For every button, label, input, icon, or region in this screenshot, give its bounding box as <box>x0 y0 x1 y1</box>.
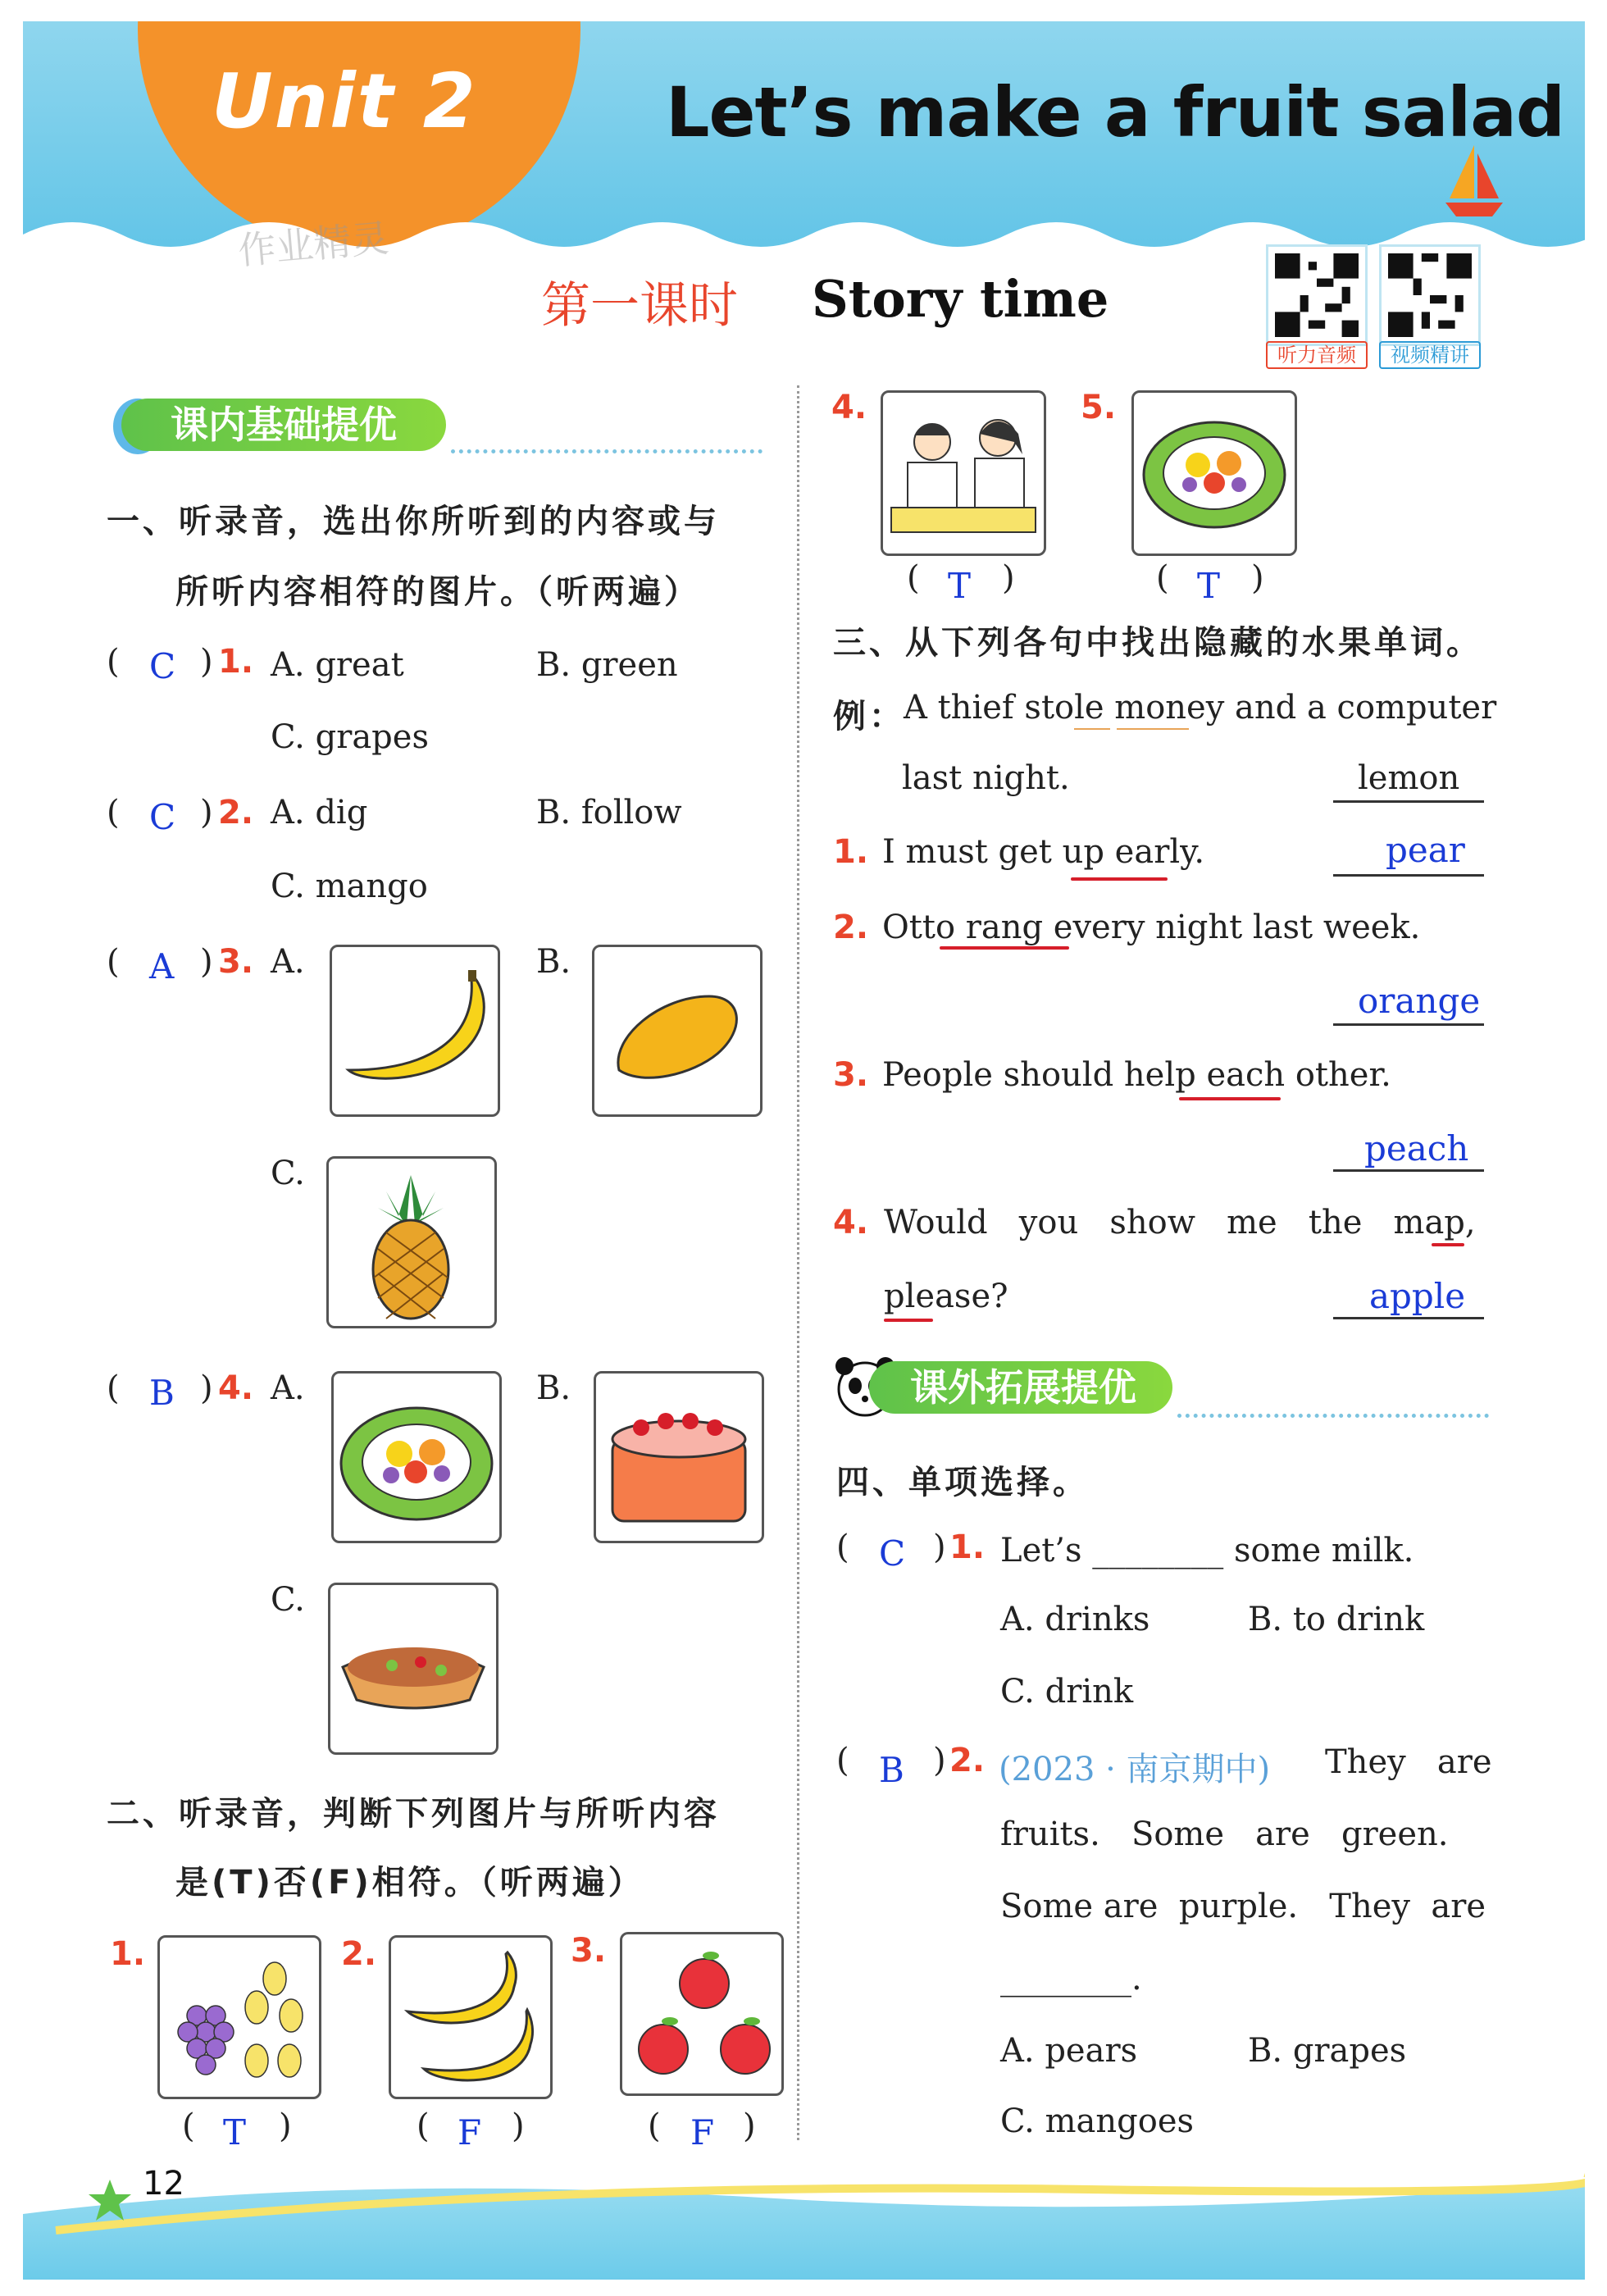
qr-label-listen: 听力音频 <box>1266 341 1368 369</box>
answer-bracket-open: ( <box>107 943 120 981</box>
item-image-apples <box>620 1932 784 2096</box>
example-sentence-line1: A thief stole money and a computer <box>904 689 1497 727</box>
answer-p3q1[interactable]: pear <box>1386 830 1465 870</box>
answer-bracket-open: ( <box>107 794 120 831</box>
question-stem-line4: ________. <box>1000 1960 1142 1998</box>
item-number: 4. <box>831 389 867 426</box>
answer-bracket-close: ) <box>933 1742 946 1779</box>
option-image-banana[interactable] <box>330 945 500 1117</box>
answer-bracket: ) <box>1251 559 1264 597</box>
answer-bracket: ( <box>907 559 920 597</box>
answer-p2-4[interactable]: T <box>948 566 972 606</box>
answer-bracket: ) <box>279 2107 292 2145</box>
question-number: 2. <box>949 1742 986 1779</box>
answer-line <box>1333 874 1484 877</box>
option-c: C. <box>271 1155 305 1192</box>
question-number: 1. <box>218 643 254 681</box>
answer-p3q2[interactable]: orange <box>1358 981 1481 1021</box>
answer-p2-1[interactable]: T <box>223 2112 247 2152</box>
answer-bracket: ) <box>1002 559 1015 597</box>
column-divider <box>797 385 799 2140</box>
answer-line <box>1333 1169 1484 1172</box>
qr-code-video[interactable] <box>1379 244 1481 346</box>
question-number: 3. <box>218 943 254 981</box>
question-stem-line3: Some are purple. They are <box>1000 1888 1486 1925</box>
mango-icon <box>594 947 760 1114</box>
page-title: Let’s make a fruit salad <box>666 72 1565 153</box>
option-b: B. <box>536 943 571 981</box>
part3-heading: 三、从下列各句中找出隐藏的水果单词。 <box>833 624 1482 662</box>
part1-heading-line1: 一、听录音，选出你所听到的内容或与 <box>107 503 720 540</box>
lesson-title: Story time <box>812 269 1109 329</box>
item-number: 2. <box>341 1935 377 1973</box>
star-icon <box>85 2176 134 2225</box>
divider-dots <box>1177 1414 1489 1418</box>
sentence-p3q1: I must get up early. <box>882 833 1205 871</box>
unit-title: Unit 2 <box>212 57 477 145</box>
answer-bracket-close: ) <box>200 1369 213 1407</box>
watermark: 作业精灵 <box>236 216 391 273</box>
section-title-basic: 课内基础提优 <box>121 399 446 451</box>
option-a: A. drinks <box>1000 1601 1150 1638</box>
qr-icon <box>1275 253 1359 337</box>
grapes-pears-icon <box>160 1938 319 2097</box>
answer-bracket-open: ( <box>107 643 120 681</box>
question-number: 1. <box>833 833 869 871</box>
question-number: 2. <box>218 794 254 831</box>
answer-bracket: ( <box>417 2107 430 2145</box>
answer-bracket-close: ) <box>933 1528 946 1566</box>
question-source: (2023 · 南京期中) <box>999 1751 1271 1788</box>
question-number: 3. <box>833 1056 869 1094</box>
answer-p1q3[interactable]: A <box>149 946 175 986</box>
footer-wave <box>23 2165 1585 2280</box>
answer-p1q1[interactable]: C <box>149 646 176 686</box>
question-stem-line2: fruits. Some are green. <box>1000 1815 1449 1853</box>
qr-label-video: 视频精讲 <box>1379 341 1481 369</box>
answer-bracket-open: ( <box>836 1528 849 1566</box>
option-image-pie[interactable] <box>328 1583 498 1755</box>
hidden-word-underline <box>1117 728 1189 730</box>
answer-bracket: ( <box>182 2107 195 2145</box>
answer-p4q1[interactable]: C <box>879 1533 906 1574</box>
answer-line <box>1333 1317 1484 1319</box>
option-a: A. <box>271 1369 305 1407</box>
question-number: 1. <box>949 1528 986 1566</box>
option-c: C. <box>271 1581 305 1619</box>
item-image-fruit-salad <box>1131 390 1297 556</box>
item-number: 1. <box>110 1935 146 1973</box>
answer-p2-5[interactable]: T <box>1197 566 1221 606</box>
answer-line <box>1333 1023 1484 1026</box>
part2-heading-line1: 二、听录音，判断下列图片与所听内容 <box>107 1795 720 1833</box>
answer-bracket-open: ( <box>107 1369 120 1407</box>
banana-icon <box>332 947 498 1114</box>
answer-p3q4[interactable]: apple <box>1369 1276 1466 1316</box>
option-image-mango[interactable] <box>592 945 763 1117</box>
answer-bracket: ) <box>743 2107 756 2145</box>
example-sentence-line2: last night. <box>902 759 1070 797</box>
hidden-word-mark <box>940 946 1069 950</box>
sentence-p3q4: Would you show me the map, <box>884 1204 1476 1241</box>
option-c: C. mangoes <box>1000 2102 1195 2140</box>
option-c: C. drink <box>1000 1673 1134 1711</box>
section-title-extension: 课外拓展提优 <box>869 1361 1172 1414</box>
page-number: 12 <box>143 2165 184 2203</box>
fruit-salad-icon <box>1134 393 1295 554</box>
part4-heading: 四、单项选择。 <box>836 1464 1089 1501</box>
sentence-p3q2: Otto rang every night last week. <box>882 909 1421 946</box>
answer-bracket-open: ( <box>836 1742 849 1779</box>
option-image-cake[interactable] <box>594 1371 764 1543</box>
option-a: A. dig <box>271 794 368 831</box>
sailboat-icon <box>1441 141 1507 223</box>
hidden-word-mark <box>1071 877 1168 881</box>
option-a: A. <box>271 943 305 981</box>
option-c: C. mango <box>271 868 428 905</box>
option-b: B. green <box>536 646 678 684</box>
answer-p2-2[interactable]: F <box>458 2112 482 2152</box>
answer-bracket-close: ) <box>200 794 213 831</box>
option-c: C. grapes <box>271 718 429 756</box>
people-icon <box>883 393 1044 554</box>
hidden-word-mark <box>1179 1097 1281 1100</box>
question-number: 4. <box>833 1204 869 1241</box>
sentence-p3q4-line2: please? <box>884 1278 1008 1315</box>
question-stem: Let’s ________ some milk. <box>1000 1532 1414 1569</box>
answer-bracket-close: ) <box>200 943 213 981</box>
option-image-fruit-salad[interactable] <box>331 1371 502 1543</box>
apples-icon <box>622 1934 781 2093</box>
option-image-pineapple[interactable] <box>326 1156 497 1328</box>
item-image-grapes-pears <box>157 1935 321 2099</box>
answer-bracket: ( <box>648 2107 661 2145</box>
question-number: 2. <box>833 909 869 946</box>
item-image-bananas <box>389 1935 553 2099</box>
answer-p1q2[interactable]: C <box>149 797 176 837</box>
part2-heading-line2: 是(T)否(F)相符。（听两遍） <box>175 1864 644 1902</box>
option-b: B. grapes <box>1248 2032 1407 2070</box>
option-b: B. follow <box>536 794 682 831</box>
lesson-number: 第一课时 <box>541 277 738 335</box>
sentence-p3q3: People should help each other. <box>882 1056 1391 1094</box>
pineapple-icon <box>329 1159 494 1326</box>
example-answer: lemon <box>1358 759 1460 797</box>
option-a: A. pears <box>1000 2032 1138 2070</box>
answer-p1q4[interactable]: B <box>149 1373 175 1413</box>
divider-dots <box>451 449 763 453</box>
example-label: 例： <box>833 698 905 736</box>
item-number: 3. <box>571 1932 607 1970</box>
option-a: A. great <box>271 646 404 684</box>
answer-bracket-close: ) <box>200 643 213 681</box>
answer-p3q3[interactable]: peach <box>1364 1128 1469 1168</box>
pie-icon <box>330 1585 496 1752</box>
item-image-people <box>881 390 1046 556</box>
part1-heading-line2: 所听内容相符的图片。（听两遍） <box>175 573 700 611</box>
item-number: 5. <box>1081 389 1117 426</box>
hidden-word-mark <box>1432 1243 1464 1246</box>
hidden-word-underline <box>1074 728 1110 730</box>
answer-p2-3[interactable]: F <box>690 2112 715 2152</box>
qr-code-listen[interactable] <box>1266 244 1368 346</box>
option-b: B. <box>536 1369 571 1407</box>
answer-p4q2[interactable]: B <box>879 1750 904 1790</box>
answer-bracket: ( <box>1156 559 1169 597</box>
footer-band <box>23 2165 1585 2280</box>
question-stem-line1: They are <box>1325 1743 1492 1781</box>
answer-line <box>1333 800 1484 803</box>
option-b: B. to drink <box>1248 1601 1425 1638</box>
fruit-salad-icon <box>334 1374 499 1541</box>
hidden-word-mark <box>884 1319 933 1322</box>
answer-bracket: ) <box>512 2107 525 2145</box>
qr-icon <box>1388 253 1472 337</box>
question-number: 4. <box>218 1369 254 1407</box>
cake-icon <box>596 1374 762 1541</box>
bananas-icon <box>391 1938 550 2097</box>
